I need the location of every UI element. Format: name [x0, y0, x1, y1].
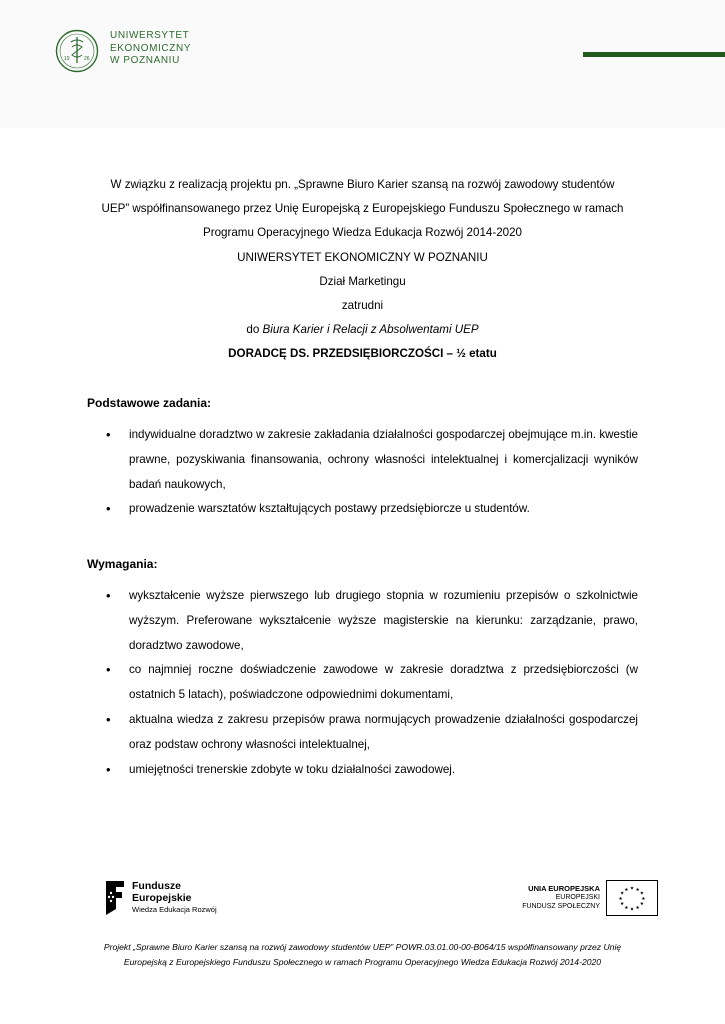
fundusze-europejskie-logo [104, 879, 224, 919]
tasks-list [0, 423, 638, 522]
job-title: DORADCĘ DS. PRZEDSIĘBIORCZOŚCI – ½ etatu [228, 347, 497, 361]
intro-line-2: UEP” współfinansowanego przez Unię Europejską z Europejskiego Funduszu Społecznego w ramach [101, 202, 624, 216]
eu-line-2: EUROPEJSKI [555, 894, 600, 901]
intro-employer: UNIWERSYTET EKONOMICZNY W POZNANIU [237, 250, 488, 264]
logo-line-3: W POZNANIU [110, 55, 180, 66]
requirement-item-1: • wykształcenie wyższe pierwszego lub drugiego stopnia w rozumieniu przepisów o szkolnictwie wyższym. Preferowane wykształcenie wyższe magisterskie na kierunku: zarządzanie, prawo, doradztwo zawodowe, [0, 584, 638, 658]
svg-text:★: ★ [639, 902, 645, 908]
task-item-2: • prowadzenie warsztatów kształtujących postawy przedsiębiorcze u studentów. [0, 497, 638, 522]
eu-line-3: FUNDUSZ SPOŁECZNY [522, 903, 600, 910]
eu-social-fund-logo [520, 880, 660, 920]
fundusze-europejskie-flag-icon [104, 879, 126, 917]
requirements-heading: Wymagania: [87, 557, 158, 571]
svg-text:★: ★ [635, 905, 640, 911]
job-announcement-intro [60, 173, 665, 367]
intro-unit-prefix: do [246, 323, 263, 337]
intro-line-3: Programu Operacyjnego Wiedza Edukacja Rozwój 2014-2020 [202, 226, 522, 240]
header-accent-rule [583, 52, 725, 57]
intro-will-hire: zatrudni [341, 299, 384, 313]
intro-unit-name: Biura Karier i Relacji z Absolwentami UEP [262, 323, 479, 337]
svg-text:★: ★ [624, 887, 629, 893]
logo-line-1: UNIWERSYTET [110, 30, 190, 41]
project-footnote [60, 940, 665, 970]
intro-line-1: W związku z realizacją projektu pn. „Sprawne Biuro Karier szansą na rozwój zawodowy studentów [110, 178, 615, 191]
eu-flag-icon [606, 880, 658, 916]
svg-text:★: ★ [619, 891, 625, 897]
page-header [0, 0, 725, 128]
university-seal-icon [55, 29, 99, 73]
footnote-line-1: Projekt „Sprawne Biuro Karier szansą na rozwój zawodowy studentów UEP” POWR.03.01.00-00-B064/15 współfinansowany przez Unię [103, 942, 622, 952]
svg-text:★: ★ [635, 887, 640, 893]
requirement-item-2: • co najmniej roczne doświadczenie zawodowe w zakresie doradztwa z przedsiębiorczości (w ostatnich 5 latach), poświadczone odpowiednimi dokumentami, [0, 658, 638, 708]
intro-unit [60, 318, 665, 342]
requirement-item-3: • aktualna wiedza z zakresu przepisów prawa normujących prowadzenie działalności gospodarczej oraz podstaw ochrony własności intelektualnej, [0, 708, 638, 758]
fe-line-2: Europejskie [132, 891, 192, 904]
intro-department: Dział Marketingu [319, 274, 406, 288]
eu-logo-text [522, 884, 600, 911]
logo-line-2: EKONOMICZNY [110, 42, 192, 54]
fundusze-europejskie-text [132, 881, 217, 916]
university-logo-text [110, 30, 191, 68]
svg-text:★: ★ [639, 891, 645, 897]
svg-text:★: ★ [629, 907, 635, 913]
tasks-heading: Podstawowe zadania: [87, 396, 212, 410]
task-item-1: • indywidualne doradztwo w zakresie zakładania działalności gospodarczej obejmujące m.in. kwestie prawne, pozyskiwania finansowania, ochrony własności intelektualnej i komercjalizacji wyników badań naukowych, [0, 423, 638, 497]
svg-text:★: ★ [624, 905, 629, 911]
svg-text:★: ★ [619, 902, 625, 908]
fe-line-1: Fundusze [132, 880, 181, 892]
svg-text:★: ★ [618, 896, 623, 902]
eu-line-1: UNIA EUROPEJSKA [528, 884, 600, 893]
seal-year-left: 19 [64, 56, 70, 62]
svg-text:★: ★ [641, 896, 646, 902]
svg-text:★: ★ [629, 886, 635, 892]
footnote-line-2: Europejską z Europejskiego Funduszu Społecznego w ramach Programu Operacyjnego Wiedza Edukacja Rozwój 2014-2020 [123, 957, 602, 967]
fe-line-3: Wiedza Edukacja Rozwój [132, 905, 217, 914]
requirement-item-4: • umiejętności trenerskie zdobyte w toku działalności zawodowej. [0, 758, 638, 783]
requirements-list [0, 584, 638, 782]
seal-year-right: 26 [84, 56, 90, 62]
